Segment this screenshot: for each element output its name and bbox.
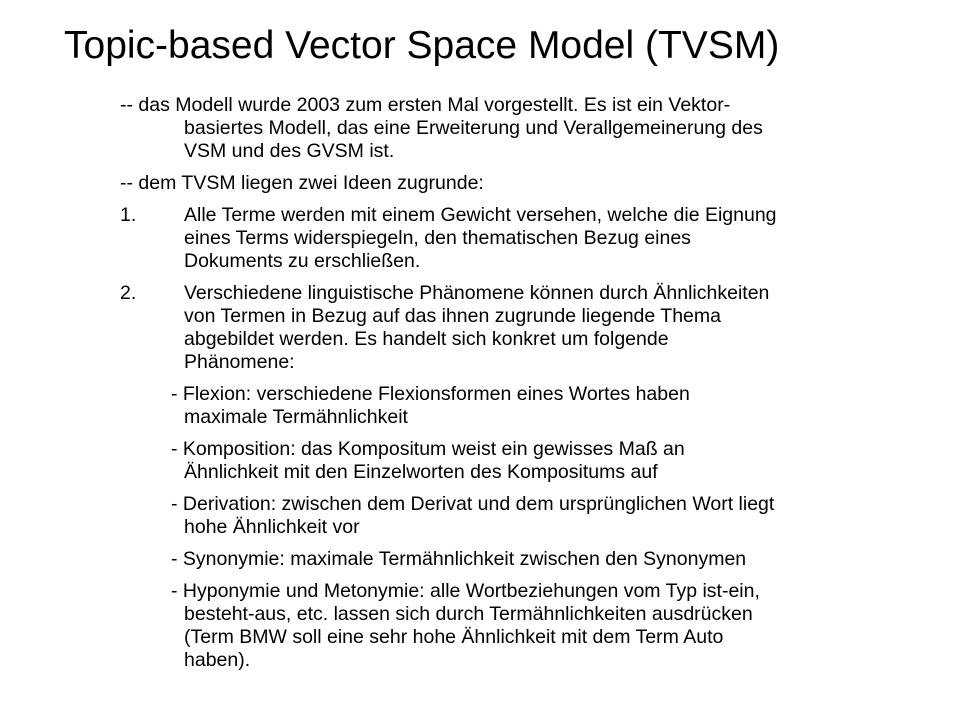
phenomenon-hyponymie: [0, 580, 901, 672]
phenomenon-line: hohe Ähnlichkeit vor: [184, 516, 360, 538]
intro-line: basiertes Modell, das eine Erweiterung und Verallgemeinerung des: [184, 117, 763, 139]
intro-line: VSM und des GVSM ist.: [184, 140, 395, 162]
list-line: Dokuments zu erschließen.: [184, 250, 421, 272]
list-line: Alle Terme werden mit einem Gewicht versehen, welche die Eignung: [184, 204, 777, 226]
slide-body: [0, 94, 960, 681]
phenomenon-line: - Synonymie: maximale Termähnlichkeit zwischen den Synonymen: [171, 548, 747, 570]
list-line: Verschiedene linguistische Phänomene können durch Ähnlichkeiten: [184, 282, 770, 304]
phenomenon-komposition: [0, 438, 901, 484]
phenomenon-line: - Komposition: das Kompositum weist ein gewisses Maß an: [171, 438, 685, 460]
phenomenon-synonymie: [0, 548, 901, 571]
intro-paragraph: [0, 94, 850, 163]
list-line: Phänomene:: [184, 351, 295, 373]
phenomenon-line: - Derivation: zwischen dem Derivat und dem ursprünglichen Wort liegt: [171, 493, 775, 515]
list-number: 1.: [120, 204, 137, 226]
phenomenon-line: maximale Termähnlichkeit: [184, 406, 408, 428]
phenomenon-line: besteht-aus, etc. lassen sich durch Termähnlichkeiten ausdrücken: [184, 603, 753, 625]
list-item-2: [0, 282, 770, 374]
phenomenon-flexion: [0, 383, 901, 429]
list-line: von Termen in Bezug auf das ihnen zugrunde liegende Thema: [184, 305, 721, 327]
phenomenon-line: - Hyponymie und Metonymie: alle Wortbeziehungen vom Typ ist-ein,: [171, 580, 760, 602]
list-line: eines Terms widerspiegeln, den thematischen Bezug eines: [184, 227, 691, 249]
slide-title: Topic-based Vector Space Model (TVSM): [64, 24, 780, 67]
list-item-1: [0, 204, 777, 273]
list-number: 2.: [120, 282, 137, 304]
phenomenon-line: (Term BMW soll eine sehr hohe Ähnlichkeit mit dem Term Auto: [184, 626, 724, 648]
ideas-intro: [0, 172, 850, 195]
intro-line: -- das Modell wurde 2003 zum ersten Mal vorgestellt. Es ist ein Vektor-: [120, 94, 731, 116]
phenomenon-line: Ähnlichkeit mit den Einzelworten des Kompositums auf: [184, 461, 658, 483]
phenomenon-line: haben).: [184, 649, 251, 671]
ideas-intro-line: -- dem TVSM liegen zwei Ideen zugrunde:: [120, 172, 484, 194]
list-line: abgebildet werden. Es handelt sich konkret um folgende: [184, 328, 669, 350]
phenomenon-derivation: [0, 493, 901, 539]
phenomenon-line: - Flexion: verschiedene Flexionsformen eines Wortes haben: [171, 383, 690, 405]
